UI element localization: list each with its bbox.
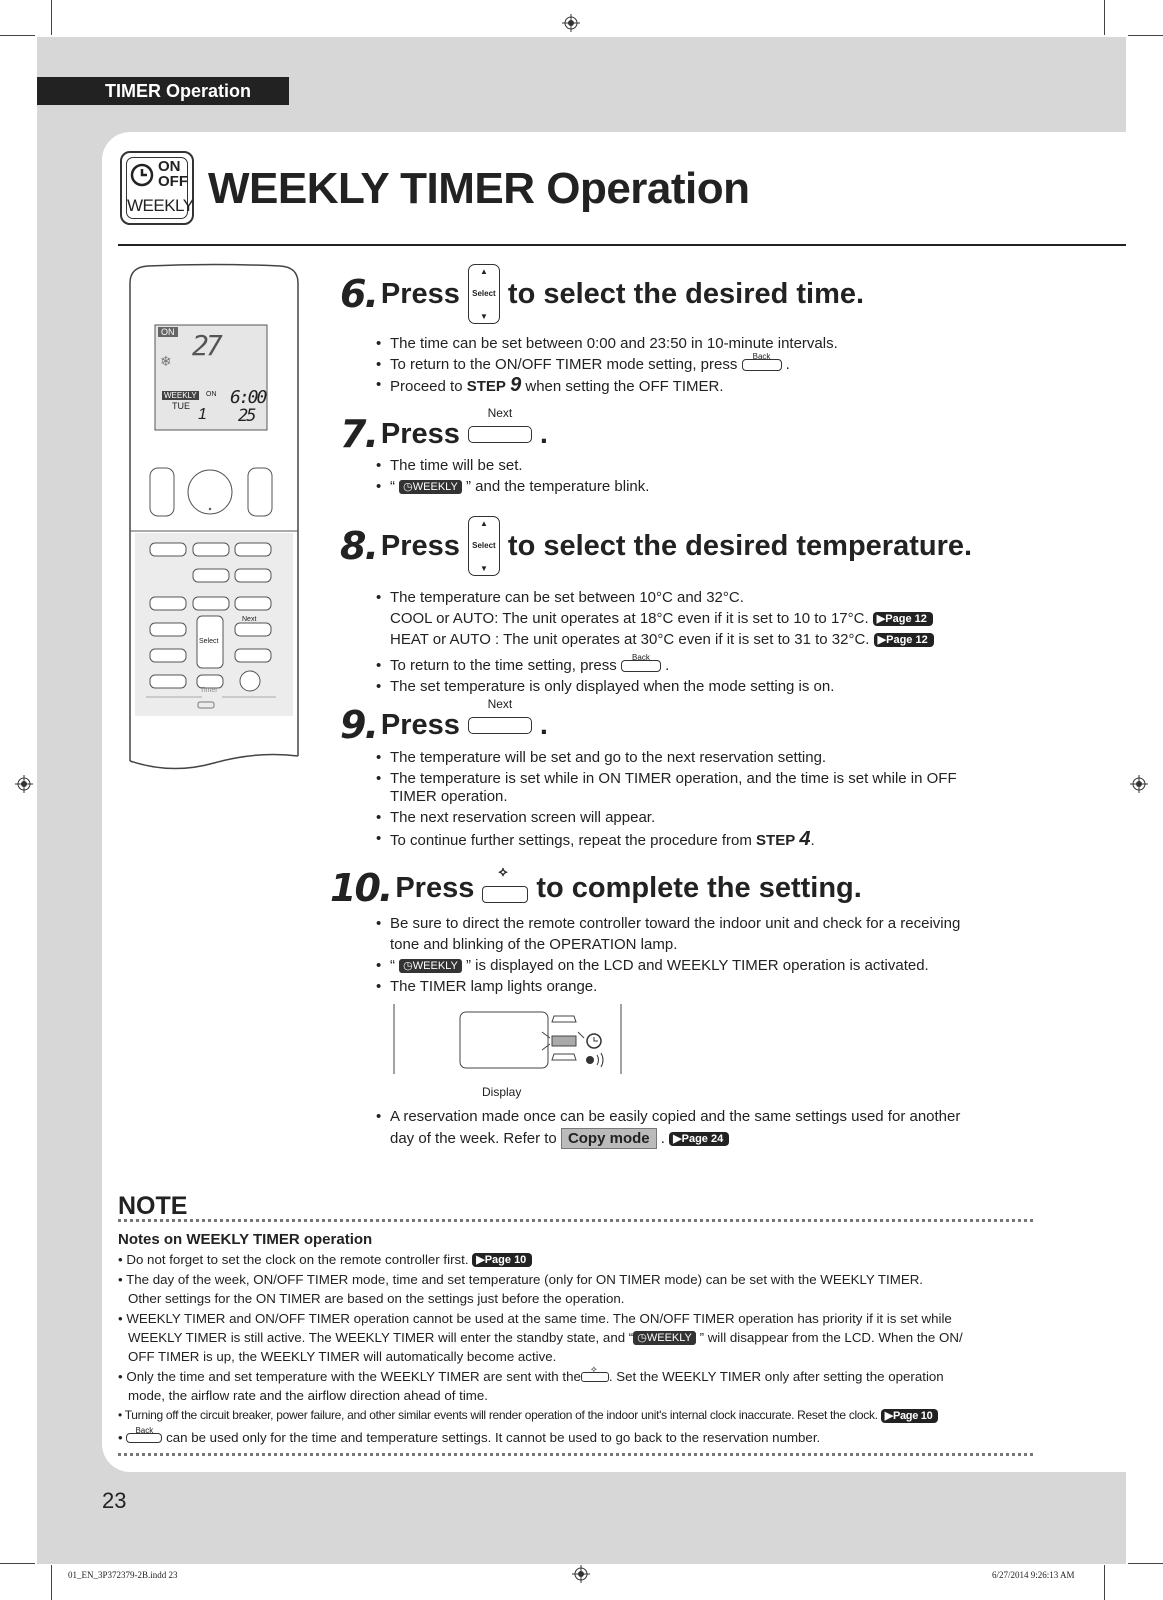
list-item: • The temperature will be set and go to the next reservation setting. xyxy=(376,749,827,766)
step-7-heading xyxy=(340,405,548,456)
lcd-day: TUE xyxy=(172,401,190,411)
note-item: mode, the airflow rate and the airflow direction ahead of time. xyxy=(128,1388,488,1403)
crop-mark xyxy=(1104,0,1105,35)
list-item: • The set temperature is only displayed when the mode setting is on. xyxy=(376,678,835,695)
note-item: • Do not forget to set the clock on the remote controller first. ▶Page 10 xyxy=(118,1250,532,1270)
crop-mark xyxy=(51,0,52,35)
list-item: day of the week. Refer to Copy mode . ▶Page 24 xyxy=(390,1128,729,1149)
snowflake-icon: ❄ xyxy=(160,353,172,369)
remote-timer-label: Timer xyxy=(200,687,218,694)
registration-mark-icon xyxy=(15,775,33,793)
step-number: 9. xyxy=(340,703,377,747)
note-item: OFF TIMER is up, the WEEKLY TIMER will automatically become active. xyxy=(128,1349,557,1364)
list-item: • The temperature can be set between 10°C and 32°C. xyxy=(376,589,744,606)
lcd-weekly-badge: WEEKLY xyxy=(164,391,197,400)
lcd-on-indicator: ON xyxy=(158,327,178,337)
back-button-icon: Back xyxy=(742,359,782,371)
page-number: 23 xyxy=(102,1488,127,1513)
lcd-reservation-number: 1 xyxy=(198,406,207,423)
press-text: Press xyxy=(380,417,460,450)
list-item: • To return to the ON/OFF TIMER mode setting, press Back . xyxy=(376,352,790,373)
list-item: • The next reservation screen will appear. xyxy=(376,809,656,826)
icon-off-label: OFF xyxy=(158,173,188,190)
press-text: Press xyxy=(395,871,475,904)
page-reference[interactable]: ▶Page 24 xyxy=(669,1132,729,1146)
list-item: • To continue further settings, repeat the procedure from STEP 4. xyxy=(376,828,815,850)
crop-mark xyxy=(1128,35,1163,36)
note-item: • Turning off the circuit breaker, power failure, and other similar events will render operation of the indoor unit's internal clock inaccurate. Reset the clock. ▶Page 10 xyxy=(118,1406,938,1426)
crop-mark xyxy=(1104,1565,1105,1600)
list-item: HEAT or AUTO : The unit operates at 30°C even if it is set to 31 to 32°C. ▶Page 12 xyxy=(390,630,934,650)
list-item: COOL or AUTO: The unit operates at 18°C even if it is set to 10 to 17°C. ▶Page 12 xyxy=(390,609,933,629)
list-item: • Proceed to STEP 9 when setting the OFF TIMER. xyxy=(376,374,724,396)
dotted-divider xyxy=(118,1219,1033,1222)
clock-icon xyxy=(130,163,154,187)
page-title: WEEKLY TIMER Operation xyxy=(208,164,750,213)
remote-next-label: Next xyxy=(242,616,257,623)
list-item: • The temperature is set while in ON TIMER operation, and the time is set while in OFF xyxy=(376,770,957,787)
press-text: Press xyxy=(380,277,460,310)
dotted-divider xyxy=(118,1453,1033,1456)
note-subheading: Notes on WEEKLY TIMER operation xyxy=(118,1231,373,1248)
step-8-instruction: to select the desired temperature. xyxy=(507,529,973,562)
lcd-on-label: ON xyxy=(206,391,217,398)
registration-mark-icon xyxy=(1130,775,1148,793)
back-button-icon: Back xyxy=(126,1433,162,1443)
step-9-heading xyxy=(340,696,548,747)
note-item: • The day of the week, ON/OFF TIMER mode, time and set temperature (only for ON TIMER mode) can be set with the WEEKLY TIMER. xyxy=(118,1272,923,1287)
list-item: • “ ◷WEEKLY ” and the temperature blink. xyxy=(376,478,650,495)
footer-timestamp: 6/27/2014 9:26:13 AM xyxy=(992,1570,1075,1580)
remote-controller-illustration xyxy=(122,263,306,778)
page-reference[interactable]: ▶Page 12 xyxy=(874,633,934,647)
weekly-timer-icon xyxy=(120,151,194,225)
page-reference[interactable]: ▶Page 12 xyxy=(873,612,933,626)
next-button-icon: Next xyxy=(468,426,532,443)
crop-mark xyxy=(0,1563,35,1564)
remote-select-label: Select xyxy=(199,638,219,645)
indoor-unit-display-illustration xyxy=(392,1002,624,1076)
page-reference[interactable]: ▶Page 10 xyxy=(472,1253,532,1267)
icon-weekly-label: WEEKLY xyxy=(127,196,194,215)
note-item: • WEEKLY TIMER and ON/OFF TIMER operation cannot be used at the same time. The ON/OFF TIMER operation has priority if it is set while xyxy=(118,1311,952,1326)
list-item: tone and blinking of the OPERATION lamp. xyxy=(390,936,678,953)
note-item: • Only the time and set temperature with the WEEKLY TIMER are sent with the ⟡ . Set the WEEKLY TIMER only after setting the operation xyxy=(118,1364,944,1384)
weekly-badge-icon: ◷WEEKLY xyxy=(399,959,462,973)
icon-on-label: ON xyxy=(158,158,181,175)
title-divider xyxy=(118,244,1126,246)
step-number: 7. xyxy=(340,412,377,456)
page-reference[interactable]: ▶Page 10 xyxy=(881,1409,939,1423)
send-button-icon: ⟡ xyxy=(482,886,528,903)
note-item: WEEKLY TIMER is still active. The WEEKLY TIMER will enter the standby state, and “ ◷WEEKLY ” will disappear from the LCD. When the ON/ xyxy=(128,1330,963,1345)
step-10-instruction: to complete the setting. xyxy=(536,871,862,904)
note-heading: NOTE xyxy=(118,1192,188,1220)
back-button-icon: Back xyxy=(621,660,661,672)
press-text: Press xyxy=(380,708,460,741)
step-number: 10. xyxy=(330,866,392,910)
next-button-icon: Next xyxy=(468,717,532,734)
registration-mark-icon xyxy=(572,1565,590,1583)
copy-mode-label[interactable]: Copy mode xyxy=(561,1128,657,1149)
step-6-heading xyxy=(340,264,864,324)
period: . xyxy=(539,708,548,741)
list-item: • The TIMER lamp lights orange. xyxy=(376,978,598,995)
note-item: • Back can be used only for the time and temperature settings. It cannot be used to go back to the reservation number. xyxy=(118,1426,821,1445)
list-item: • Be sure to direct the remote controller toward the indoor unit and check for a receiving xyxy=(376,915,961,932)
section-tab: TIMER Operation xyxy=(37,77,289,105)
footer-filename: 01_EN_3P372379-2B.indd 23 xyxy=(68,1570,178,1580)
weekly-badge-icon: ◷WEEKLY xyxy=(633,1331,696,1345)
crop-mark xyxy=(0,35,35,36)
step-number: 6. xyxy=(340,272,377,316)
step-6-instruction: to select the desired time. xyxy=(507,277,865,310)
display-caption: Display xyxy=(482,1085,522,1099)
select-button-icon: ▲ Select ▼ xyxy=(468,264,500,324)
crop-mark xyxy=(1128,1563,1163,1564)
lcd-time: 6:00 xyxy=(230,387,266,408)
select-button-icon: ▲ Select ▼ xyxy=(468,516,500,576)
lcd-temperature: 27 xyxy=(192,329,220,362)
display-panel-drawing xyxy=(392,1002,624,1076)
step-10-heading xyxy=(330,862,862,910)
step-8-heading xyxy=(340,516,972,576)
press-text: Press xyxy=(380,529,460,562)
list-item: • “ ◷WEEKLY ” is displayed on the LCD and WEEKLY TIMER operation is activated. xyxy=(376,957,929,974)
list-item: TIMER operation. xyxy=(390,788,508,805)
crop-mark xyxy=(51,1565,52,1600)
list-item: • To return to the time setting, press Back . xyxy=(376,653,670,674)
note-item: Other settings for the ON TIMER are based on the settings just before the operation. xyxy=(128,1291,625,1306)
step-number: 8. xyxy=(340,524,377,568)
registration-mark-icon xyxy=(562,14,580,32)
list-item: • A reservation made once can be easily copied and the same settings used for another xyxy=(376,1108,961,1125)
list-item: • The time will be set. xyxy=(376,457,523,474)
list-item: • The time can be set between 0:00 and 23:50 in 10-minute intervals. xyxy=(376,335,838,352)
lcd-set-temperature: 25 xyxy=(238,406,255,426)
weekly-badge-icon: ◷WEEKLY xyxy=(399,480,462,494)
period: . xyxy=(539,417,548,450)
